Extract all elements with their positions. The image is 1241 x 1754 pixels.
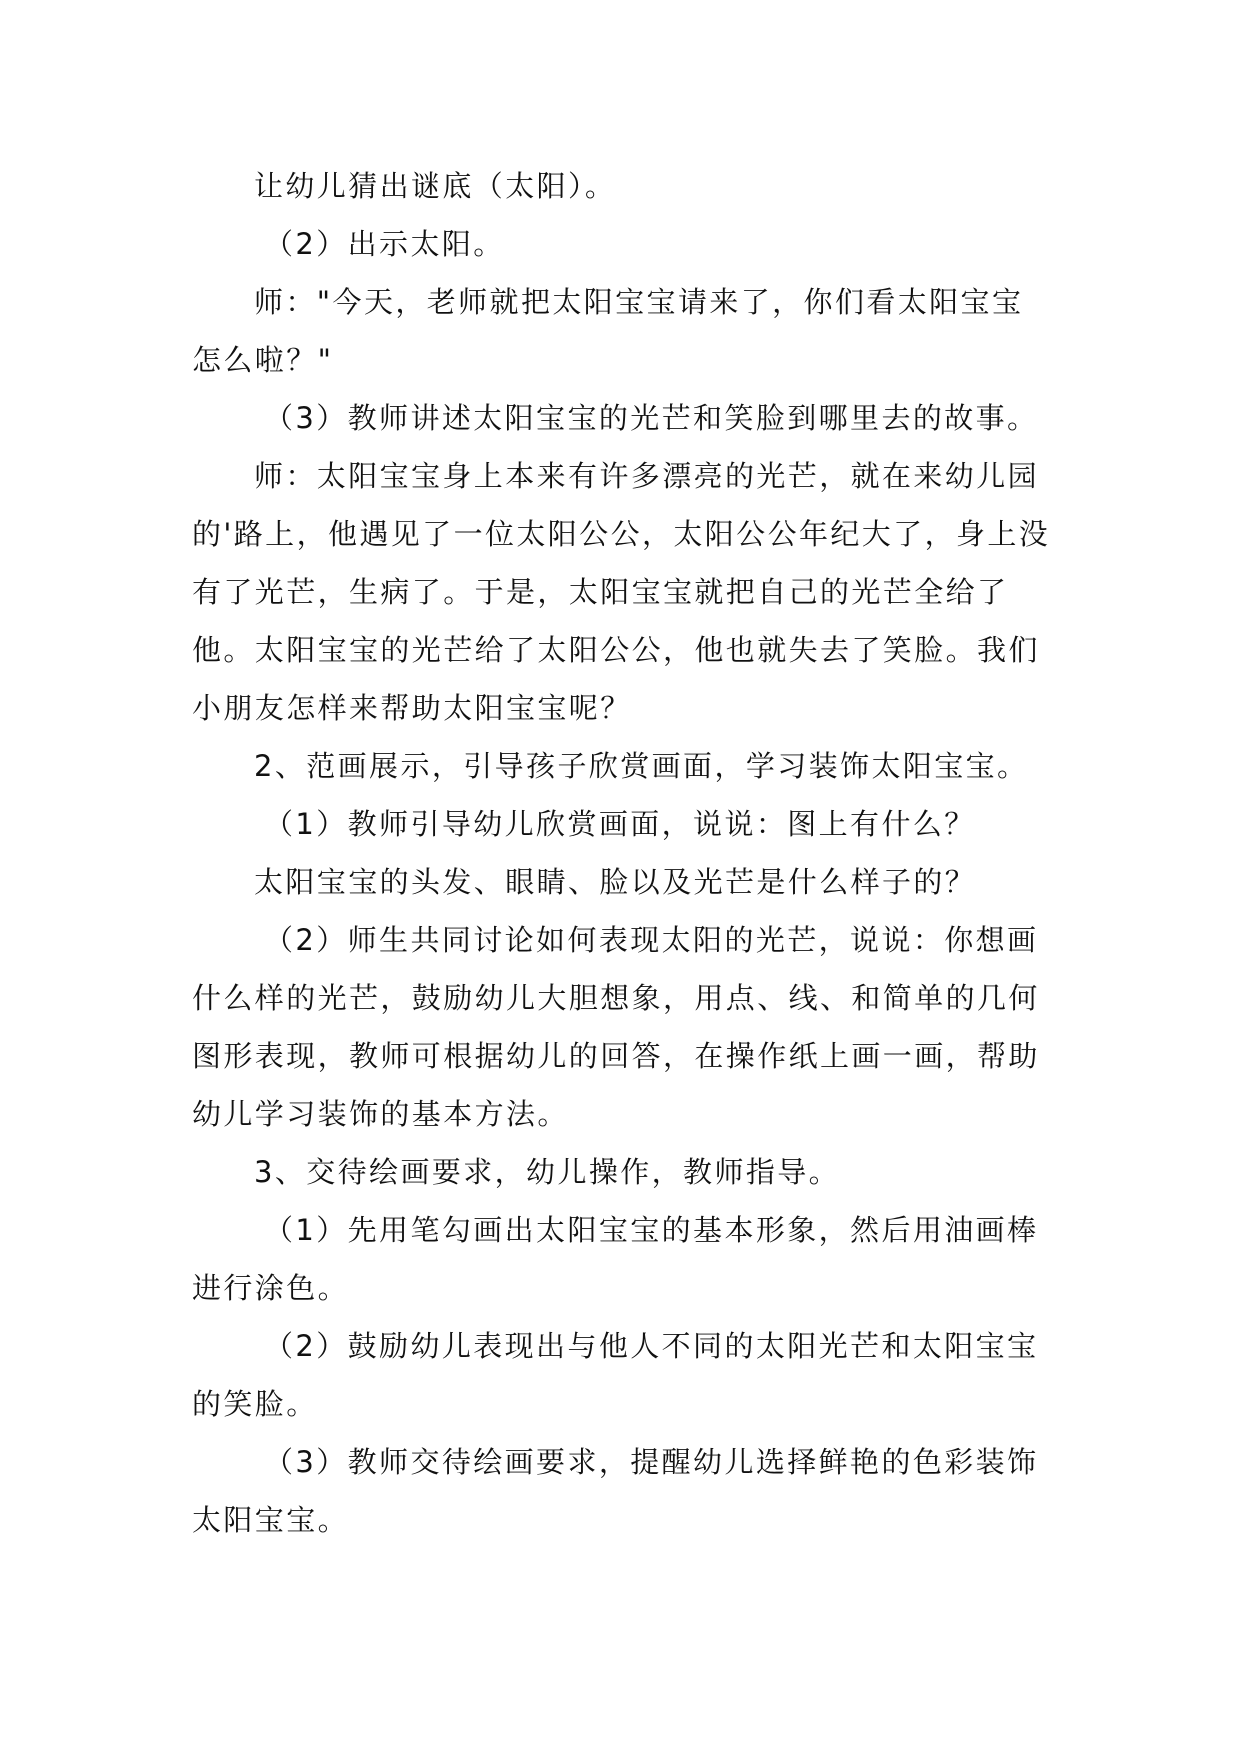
paragraph-draw-outline: （1）先用笔勾画出太阳宝宝的基本形象，然后用油画棒进行涂色。 [192,1213,1039,1305]
paragraph-question: 太阳宝宝的头发、眼睛、脸以及光芒是什么样子的？ [254,865,977,899]
paragraph-step-3: 3、交待绘画要求，幼儿操作，教师指导。 [254,1155,841,1189]
paragraph-show-sun: （2）出示太阳。 [264,227,505,261]
paragraph-appreciate: （1）教师引导幼儿欣赏画面，说说：图上有什么？ [264,807,976,841]
paragraph-story-intro: （3）教师讲述太阳宝宝的光芒和笑脸到哪里去的故事。 [264,401,1039,435]
paragraph-story: 师：太阳宝宝身上本来有许多漂亮的光芒，就在来幼儿园的'路上，他遇见了一位太阳公公，太阳公公年纪大了，身上没有了光芒，生病了。于是，太阳宝宝就把自己的光芒全给了他。太阳宝宝的光芒给了太阳公公，他也就失去了笑脸。我们小朋友怎样来帮助太阳宝宝呢？ [192,459,1051,725]
paragraph-requirements: （3）教师交待绘画要求，提醒幼儿选择鲜艳的色彩装饰太阳宝宝。 [192,1445,1039,1537]
paragraph-riddle-answer: 让幼儿猜出谜底（太阳）。 [254,169,617,203]
paragraph-step-2: 2、范画展示，引导孩子欣赏画面，学习装饰太阳宝宝。 [254,749,1029,783]
paragraph-teacher-invites: 师："今天，老师就把太阳宝宝请来了，你们看太阳宝宝怎么啦？" [192,285,1024,377]
paragraph-encourage: （2）鼓励幼儿表现出与他人不同的太阳光芒和太阳宝宝的笑脸。 [192,1329,1039,1421]
document-body [192,157,1052,1549]
paragraph-discussion: （2）师生共同讨论如何表现太阳的光芒，说说：你想画什么样的光芒，鼓励幼儿大胆想象，用点、线、和简单的几何图形表现，教师可根据幼儿的回答，在操作纸上画一画，帮助幼儿学习装饰的基本方法。 [192,923,1040,1131]
